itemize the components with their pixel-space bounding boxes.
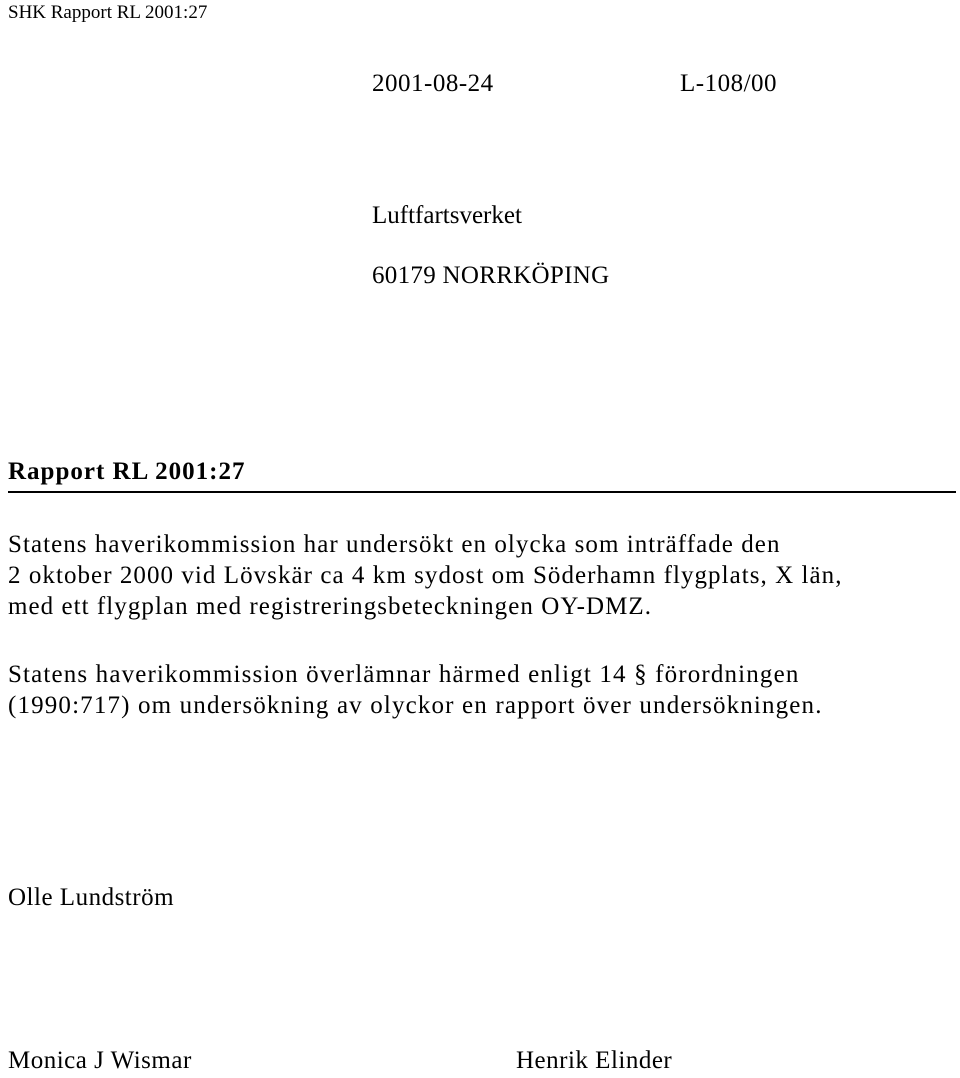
paragraph-line: Statens haverikommission har undersökt en olycka som inträffade den (8, 531, 781, 558)
paragraph-line: 2 oktober 2000 vid Lövskär ca 4 km sydost om Söderhamn flygplats, X län, (8, 562, 843, 589)
letter-date: 2001-08-24 (372, 70, 494, 97)
signature-investigator-left: Monica J Wismar (8, 1047, 192, 1074)
paragraph-line: (1990:717) om undersökning av olyckor en rapport över undersökningen. (8, 692, 823, 719)
document-reference: SHK Rapport RL 2001:27 (8, 2, 208, 23)
signature-investigator-right: Henrik Elinder (516, 1047, 673, 1074)
paragraph-submission (8, 659, 823, 721)
title-underline (8, 491, 956, 493)
paragraph-line: med ett flygplan med registreringsbeteckningen OY-DMZ. (8, 593, 653, 620)
paragraph-line: Statens haverikommission överlämnar härmed enligt 14 § förordningen (8, 661, 800, 688)
case-number: L-108/00 (680, 70, 778, 97)
signature-chair: Olle Lundström (8, 884, 175, 911)
report-title: Rapport RL 2001:27 (8, 458, 246, 485)
recipient-name: Luftfartsverket (372, 202, 522, 229)
paragraph-investigation (8, 529, 843, 622)
recipient-address: 60179 NORRKÖPING (372, 262, 610, 289)
